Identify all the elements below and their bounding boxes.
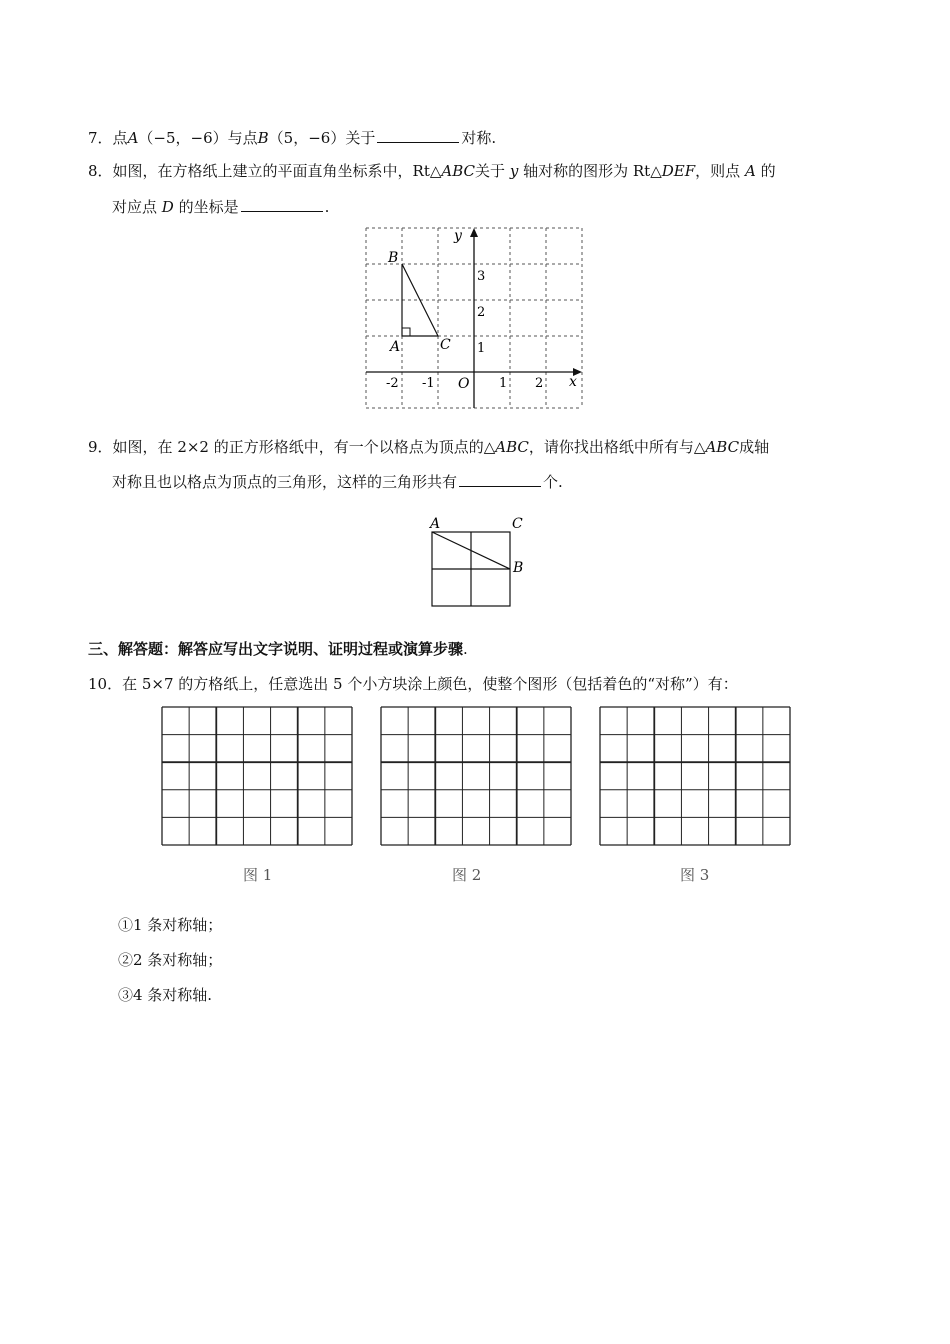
point-a-label: A xyxy=(390,339,401,355)
grid-figure-3[interactable] xyxy=(600,707,790,845)
tick-x-neg2: -2 xyxy=(386,376,399,391)
y-axis-label: y xyxy=(454,228,462,244)
question-9-line-2: 对称且也以格点为顶点的三角形，这样的三角形共有 个. xyxy=(112,473,563,491)
point-b-label: B xyxy=(388,250,399,266)
question-10: 10．在 5×7 的方格纸上，任意选出 5 个小方块涂上颜色，使整个图形（包括着色的“对称”）有： xyxy=(88,675,738,693)
grid-figure-1[interactable] xyxy=(162,707,352,845)
point-b-label: B xyxy=(513,560,524,576)
question-number: 10． xyxy=(88,675,123,693)
question-9: 9．如图，在 2×2 的正方形格纸中，有一个以格点为顶点的△ABC，请你找出格纸中所有与△ABC成轴 xyxy=(88,438,770,456)
answer-blank[interactable] xyxy=(377,127,459,143)
tick-x-2: 2 xyxy=(535,376,544,391)
option-item-1: ①1 条对称轴； xyxy=(118,916,223,934)
point-c-label: C xyxy=(512,516,523,532)
question-8: 8．如图，在方格纸上建立的平面直角坐标系中，Rt△ABC关于 y 轴对称的图形为 Rt△DEF，则点 A 的 xyxy=(88,162,776,180)
question-8-line-2: 对应点 D 的坐标是 . xyxy=(112,198,330,216)
figure-coordinate-grid xyxy=(366,228,582,408)
answer-blank[interactable] xyxy=(241,196,323,212)
section-3-heading: 三、解答题：解答应写出文字说明、证明过程或演算步骤. xyxy=(88,640,468,658)
figure-2-caption: 图 2 xyxy=(452,866,482,884)
figure-3-caption: 图 3 xyxy=(680,866,710,884)
tick-y-3: 3 xyxy=(477,269,486,284)
answer-blank[interactable] xyxy=(459,471,541,487)
question-7: 7．点A（−5，−6）与点B（5，−6）关于 对称. xyxy=(88,129,497,147)
question-number: 7． xyxy=(88,129,113,147)
tick-x-1: 1 xyxy=(499,376,508,391)
question-number: 8． xyxy=(88,162,113,180)
option-item-2: ②2 条对称轴； xyxy=(118,951,223,969)
question-number: 9． xyxy=(88,438,113,456)
option-item-3: ③4 条对称轴. xyxy=(118,986,213,1004)
origin-label: O xyxy=(458,376,470,392)
tick-x-neg1: -1 xyxy=(422,376,435,391)
x-axis-label: x xyxy=(569,374,577,390)
tick-y-2: 2 xyxy=(477,305,486,320)
grid-figure-2[interactable] xyxy=(381,707,571,845)
point-a-label: A xyxy=(430,516,441,532)
figure-1-caption: 图 1 xyxy=(243,866,273,884)
figure-2x2-grid xyxy=(430,516,524,606)
point-c-label: C xyxy=(440,337,451,353)
tick-y-1: 1 xyxy=(477,341,486,356)
